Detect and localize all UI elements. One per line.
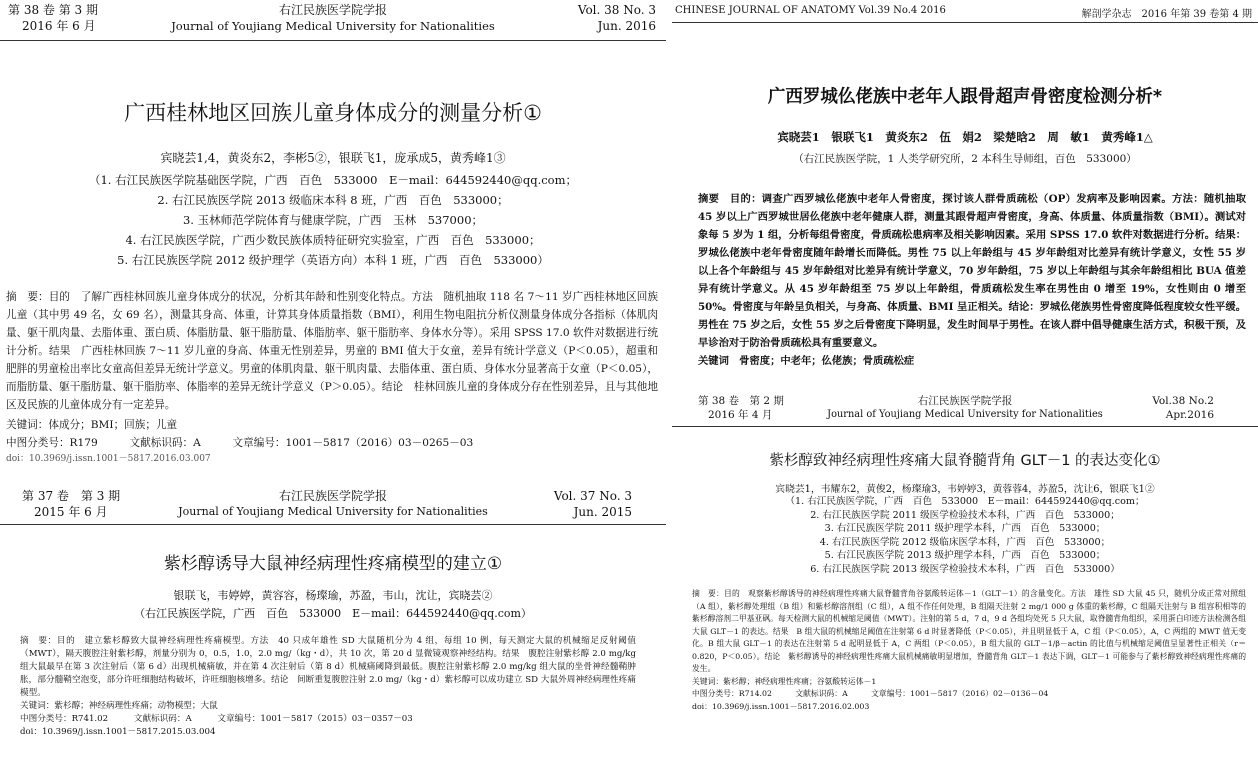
journal-name [0,2,666,34]
affiliation-line: 2. 右江民族医学院 2011 级医学检验技术本科，广西 百色 533000； [810,509,1120,521]
abstract-text: 摘要 目的：调查广西罗城仫佬族中老年人骨密度，探讨该人群骨质疏松（OP）发病率及影响因素。方法：随机抽取 45 岁以上广西罗城世居仫佬族中老年健康人群，测量其跟骨超声骨密度，身高、体质量、体质量指数（BMI）。测试对象每 5 岁为 1 组，分析每组骨密度，骨质疏松患病率及相关影响因素。采用 SPSS 17.0 软件对数据进行分析。结果：罗城仫佬族中老年骨密度随年龄增长而降低。男性 75 以上年龄组与 45 岁年龄组对比差异有统计学意义，女性 55 岁以上各个年龄组与 45 岁年龄组对比差异有统计学意义，70 岁年龄组，75 岁以上年龄组与其余年龄组相比 BUA 值差异有统计学意义。从 45 岁年龄组至 75 岁以上年龄组，骨质疏松发生率在男性由 0 增至 19%，女性则由 0 增至 50%。骨密度与年龄呈负相关，与身高、体质量、BMI 呈正相关。结论：罗城仫佬族男性骨密度降低程度较女性平缓。男性在 75 岁之后，女性 55 岁之后骨密度下降明显，发生时间早于男性。在该人群中倡导健康生活方式，积极干预，及早诊治对于防治骨质疏松具有重要意义。 [698,193,1246,349]
journal-header [0,0,666,41]
date-label: 2015 年 6 月 [34,505,108,519]
author-list: 宾晓芸1,4，黄炎东2，李彬5②，银联飞1，庞承成5，黄秀峰1③ [160,151,506,165]
abstract-text: 摘 要：目的 观察紫杉醇诱导的神经病理性疼痛大鼠脊髓背角谷氨酸转运体－1（GLT－1）的含量变化。方法 雄性 SD 大鼠 45 只，随机分成正常对照组（A 组），紫杉醇处理组（B 组）和紫杉醇溶剂组（C 组），A 组不作任何处理，B 组隔天注射 2 mg/1 000 g 体重的紫杉醇，C 组隔天注射与 B 组容积相等的紫杉醇溶剂二甲基亚砜。每天检测大鼠的机械缩足阈值（MWT）。注射的第 5 d，7 d，9 d 各组均处死 5 只大鼠，取脊髓背角组织，采用蛋白印迹方法检测各组大鼠 GLT－1 的表达。结果 B 组大鼠的机械缩足阈值在注射第 6 d 时显著降低（P＜0.05），并且明显低于 A，C 组（P＜0.05），A，C 两组的 MWT 值无变化。B 组大鼠 GLT－1 的表达在注射第 5 d 起明显低于 A，C 两组（P＜0.05），B 组大鼠的 GLT－1/β－actin 的比值与机械缩足阈值呈显著性正相关（r＝0.820，P＜0.05）。结论 紫杉醇诱导的神经病理性疼痛大鼠机械痛敏明显增加，脊髓背角 GLT－1 表达下调，GLT－1 可能参与了紫杉醇致神经病理性疼痛的发生。 [692,589,1246,673]
affiliation-line: 5. 右江民族医学院 2013 级护理学本科，广西 百色 533000； [824,550,1106,561]
article-title: 广西桂林地区回族儿童身体成分的测量分析① [124,101,542,125]
journal-name-cn: 解剖学杂志 2016 年第 39 卷第 4 期 [1081,9,1252,20]
date-en-label: Apr.2016 [1165,409,1214,421]
classification-line: 中图分类号：R714.02 文献标识码：A 文章编号：1001－5817（2016）02－0136－04 [692,689,1049,698]
journal-header [672,392,1258,427]
date-en-label: Jun. 2015 [573,505,632,519]
keywords: 关键词 骨密度；中老年；仫佬族；骨质疏松症 [698,355,915,367]
keywords: 关键词：体成分；BMI；回族；儿童 [6,419,178,431]
affiliation: （右江民族医学院，广西 百色 533000 E－mail：644592440@qq.com） [134,607,532,620]
affiliation-list [0,170,666,270]
volume-en-label: Vol. 38 No. 3 [577,3,656,17]
article-panel-glt1 [672,392,1258,764]
affiliation-list [672,495,1258,576]
affiliation-line: 3. 玉林师范学院体育与健康学院，广西 玉林 537000； [182,213,484,227]
affiliation-line: 4. 右江民族医学院 2012 级临床医学本科，广西 百色 533000； [819,536,1111,548]
journal-name-en: CHINESE JOURNAL OF ANATOMY Vol.39 No.4 2016 [675,5,946,16]
doi-line: doi：10.3969/j.issn.1001－5817.2016.03.007 [6,454,211,464]
affiliation-line: 6. 右江民族医学院 2013 级医学检验技术本科，广西 百色 533000） [810,563,1120,575]
volume-en [554,488,632,520]
article-panel-bone-density [672,0,1258,388]
author-list: 宾晓芸1 银联飞1 黄炎东2 伍 娟2 梁楚晗2 周 敏1 黄秀峰1△ [777,130,1153,144]
article-panel-body-composition [0,0,666,482]
affiliation-line: （1. 右江民族医学院，广西 百色 533000 E－mail：644592440@qq.com； [785,496,1145,507]
affiliation-line: 2. 右江民族医学院 2013 级临床本科 8 班，广西 百色 533000； [157,193,509,207]
journal-header [672,0,1258,23]
classification-line: 中图分类号：R741.02 文献标识码：A 文章编号：1001－5817（2015）03－0357－03 [20,714,413,724]
affiliation-line: 3. 右江民族医学院 2011 级护理学本科，广西 百色 533000； [824,523,1106,534]
date-label: 2016 年 6 月 [22,19,96,33]
journal-name-en: Journal of Youjiang Medical University for Nationalities [827,409,1103,420]
journal-name-cn: 右江民族医学院学报 [917,395,1013,407]
article-title: 紫杉醇诱导大鼠神经病理性疼痛模型的建立① [163,554,503,574]
article-title: 广西罗城仫佬族中老年人跟骨超声骨密度检测分析* [767,87,1163,107]
volume-label: 第 38 卷 第 2 期 [698,395,784,407]
volume-en-label: Vol.38 No.2 [1152,395,1214,407]
article-title: 紫杉醇致神经病理性疼痛大鼠脊髓背角 GLT－1 的表达变化① [769,453,1161,469]
volume-en-label: Vol. 37 No. 3 [553,489,632,503]
keywords: 关键词：紫杉醇；神经病理性疼痛；动物模型；大鼠 [20,701,218,711]
doi-line: doi：10.3969/j.issn.1001－5817.2015.03.004 [20,727,216,737]
volume-en [578,2,656,34]
abstract-text: 摘 要：目的 建立紫杉醇致大鼠神经病理性疼痛模型。方法 40 只成年雄性 SD 大鼠随机分为 4 组，每组 10 例，每天测定大鼠的机械缩足反射阈值（MWT），隔天腹腔注射紫杉醇，剂量分别为 0，0.5，1.0，2.0 mg/（kg・d），共 10 次，第 20 d 显微镜观察神经结构。结果 腹腔注射紫杉醇 2.0 mg/kg 组大鼠最早在第 3 次注射后（第 6 d）出现机械痛敏，并在第 4 次注射后（第 8 d）机械痛阈降到最低。腹腔注射紫杉醇 2.0 mg/kg 组大鼠的坐骨神经髓鞘肿胀，部分髓鞘空泡变，部分许旺细胞结构破坏，许旺细胞核增多。结论 间断重复腹腔注射 2.0 mg/（kg・d）紫杉醇可以成功建立 SD 大鼠外周神经病理性疼痛模型。 [20,636,636,698]
affiliation-line: （1. 右江民族医学院基础医学院，广西 百色 533000 E－mail：644592440@qq.com； [88,173,578,187]
volume-label: 第 37 卷 第 3 期 [22,489,121,503]
author-list: 银联飞，韦婷婷，黄容容，杨璨瑜，苏盈，韦山，沈让，宾晓芸② [173,589,493,602]
affiliation-line: 4. 右江民族医学院，广西少数民族体质特征研究实验室，广西 百色 533000； [125,233,541,247]
journal-name-cn: 右江民族医学院学报 [278,489,387,503]
journal-name-en: Journal of Youjiang Medical University for Nationalities [178,505,488,518]
affiliation-line: 5. 右江民族医学院 2012 级护理学（英语方向）本科 1 班，广西 百色 533000） [117,253,549,267]
abstract-text: 摘 要：目的 了解广西桂林回族儿童身体成分的状况，分析其年龄和性别变化特点。方法 随机抽取 118 名 7～11 岁广西桂林地区回族儿童（其中男 49 名，女 69 名），测量其身高、体重，计算其身体质量指数（BMI），利用生物电阻抗分析仪测量身体成分各指标（体肌肉量、躯干肌肉量、去脂体重、蛋白质、体脂肪量、躯干脂肪量、体脂肪率、躯干脂肪率、身体水分等）。采用 SPSS 17.0 软件对数据进行统计分析。结果 广西桂林回族 7～11 岁儿童的身高、体重无性别差异，男童的 BMI 值大于女童，差异有统计学意义（P＜0.05），超重和肥胖的男童检出率比女童高但差异无统计学意义。男童的体肌肉量、躯干肌肉量、去脂体重、蛋白质、身体水分显著高于女童（P＜0.05），而脂肪量、躯干脂肪量、躯干脂肪率、体脂率的差异无统计学意义（P＞0.05）。结论 桂林回族儿童的身体成分存在性别差异，且与其他地区及民族的儿童体成分有一定差异。 [6,291,658,411]
volume-en [1152,394,1214,422]
author-list: 宾晓芸1，韦耀东2，黄俊2，杨璨瑜3，韦婷婷3，黄蓉蓉4，苏盈5，沈让6，银联飞1② [775,484,1155,495]
volume-label: 第 38 卷 第 3 期 [8,3,98,17]
date-en-label: Jun. 2016 [597,19,656,33]
journal-name-en: Journal of Youjiang Medical University for Nationalities [171,19,495,33]
doi-line: doi：10.3969/j.issn.1001－5817.2016.02.003 [692,701,870,711]
keywords: 关键词：紫杉醇；神经病理性疼痛；谷氨酸转运体－1 [692,676,877,686]
date-label: 2016 年 4 月 [708,409,773,421]
journal-name-cn: 右江民族医学院学报 [278,3,387,17]
article-panel-paclitaxel-model [0,486,666,764]
affiliation: （右江民族医学院，1 人类学研究所，2 本科生导师组，百色 533000） [793,153,1137,165]
classification-line: 中图分类号：R179 文献标识码：A 文章编号：1001－5817（2016）03－0265－03 [6,437,474,449]
journal-header [0,486,666,525]
